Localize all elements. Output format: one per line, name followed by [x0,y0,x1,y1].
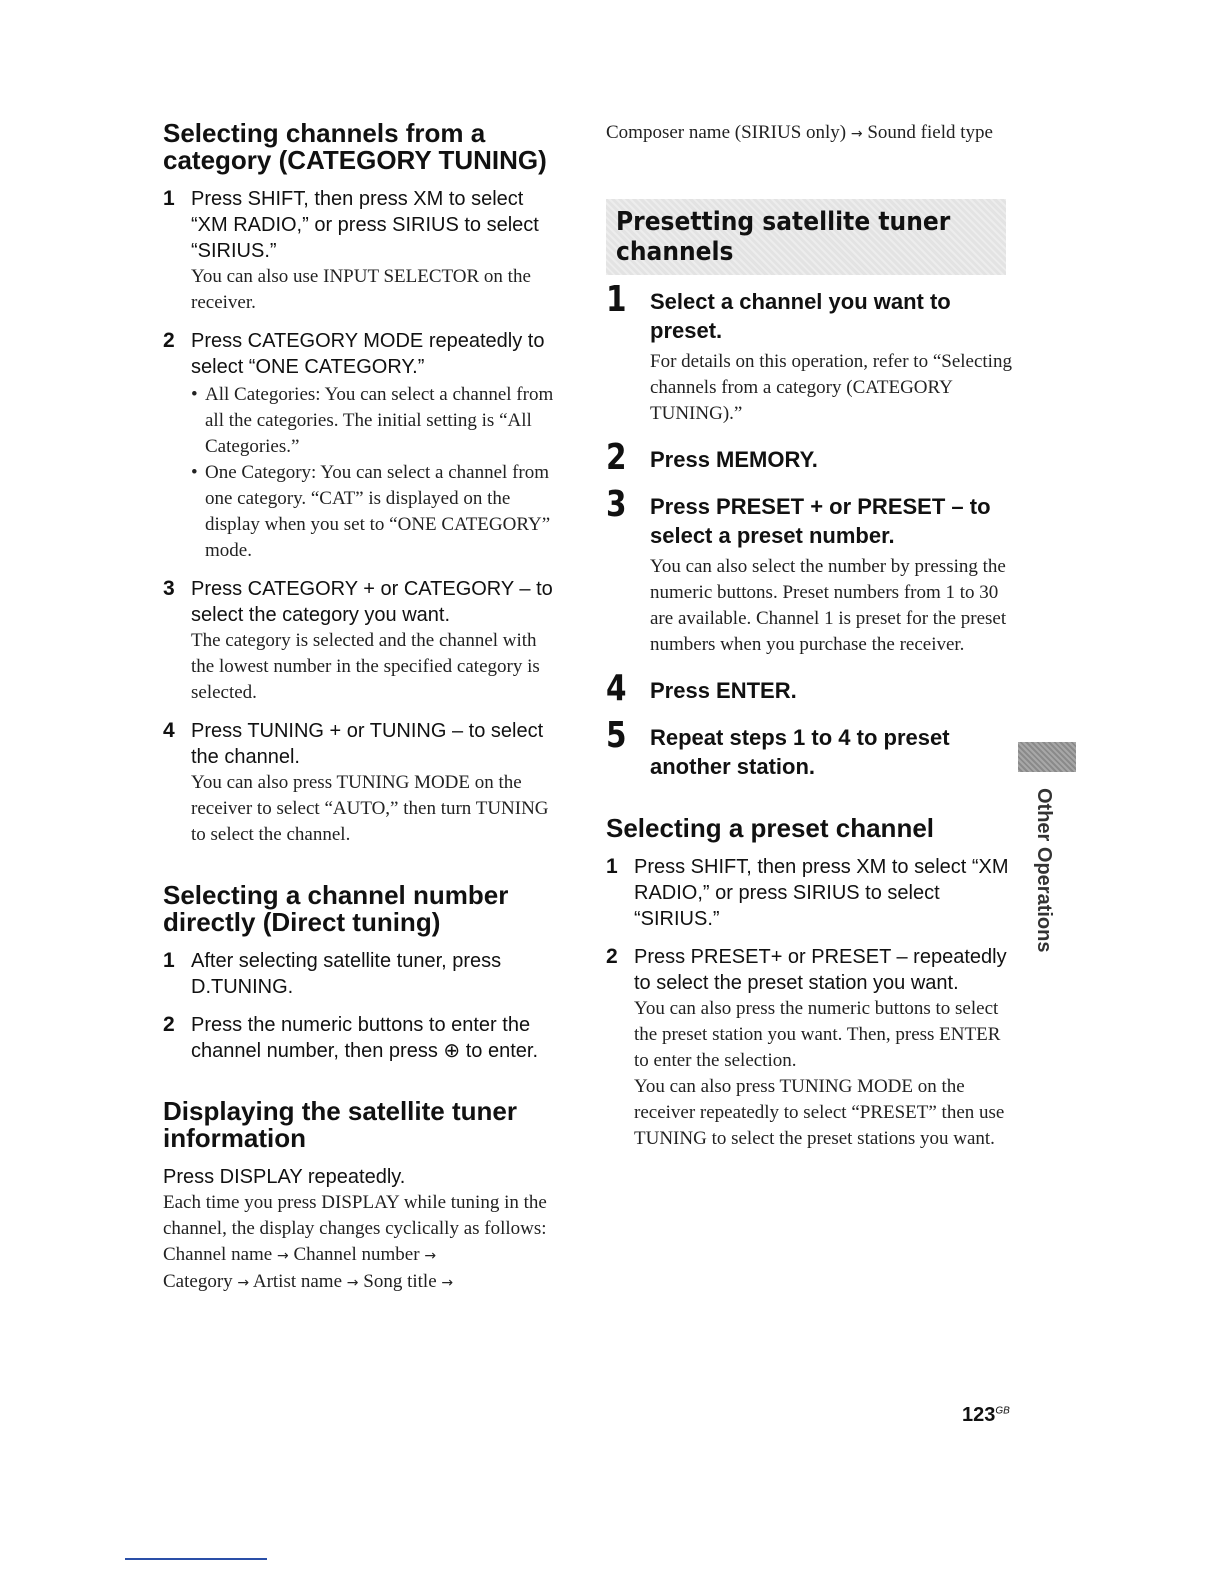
arrow-icon: → [346,1275,359,1291]
step-number: 2 [163,1013,175,1036]
section-title-display-info: Displaying the satellite tuner information [163,1096,517,1153]
step-instruction: Select a channel you want to preset. [650,289,951,343]
display-note: Each time you press DISPLAY while tuning in the channel, the display changes cyclically as follows: [163,1192,547,1239]
step-note: You can also press TUNING MODE on the receiver repeatedly to select “PRESET” then use TUNING to select the preset stations you want. [634,1076,1005,1149]
step-number: 1 [606,279,627,320]
step-number: 5 [606,715,627,756]
page-number-suffix: GB [995,1405,1010,1417]
big-step-1 [606,279,1016,427]
bullet-list [191,382,563,564]
step-instruction: Press ENTER. [650,678,797,703]
section-title-direct-tuning: Selecting a channel number directly (Direct tuning) [163,880,509,937]
cycle-item: Artist name [252,1271,343,1292]
big-step-4 [606,668,1016,709]
step-number: 2 [606,437,627,478]
step-instruction: Press SHIFT, then press XM to select “XM RADIO,” or press SIRIUS to select “SIRIUS.” [191,188,539,262]
step-4 [163,718,563,848]
instruction-text: to enter. [465,1040,538,1062]
footnote-rule [125,1558,267,1560]
step-number: 3 [606,484,627,525]
step-number: 1 [606,855,618,878]
chapter-label-text: Other Operations [1033,788,1055,953]
section-banner-presetting [606,199,1006,275]
arrow-icon: → [850,126,863,142]
step-instruction: Press PRESET + or PRESET – to select a preset number. [650,494,991,548]
big-step-5 [606,715,1016,781]
step-1 [163,186,563,316]
step-1 [606,854,1016,932]
page-number [962,1404,1010,1427]
step-number: 4 [606,668,627,709]
step-number: 1 [163,187,175,210]
step-instruction: Press CATEGORY + or CATEGORY – to select the category you want. [191,578,553,626]
step-number: 3 [163,577,175,600]
step-number: 2 [163,329,175,352]
right-column [606,120,1016,1164]
step-note: The category is selected and the channel with the lowest number in the specified category is selected. [191,630,540,703]
bullet-one-category: • One Category: You can select a channel from one category. “CAT” is displayed on the display when you set to “ONE CATEGORY” mode. [191,460,563,564]
step-number: 1 [163,949,175,972]
display-cycle-continued [606,120,1016,147]
cycle-item: Sound field type [867,122,993,143]
arrow-icon: → [424,1248,437,1264]
arrow-icon: → [276,1248,289,1264]
big-step-3 [606,484,1016,658]
banner-title: Presetting satellite tuner [616,207,951,237]
instruction-display: Press DISPLAY repeatedly. [163,1166,406,1188]
arrow-icon: → [237,1275,250,1291]
cycle-item: Category [163,1271,233,1292]
step-note: For details on this operation, refer to “Selecting channels from a category (CATEGORY TUNING).” [650,351,1012,424]
step-instruction: Press SHIFT, then press XM to select “XM RADIO,” or press SIRIUS to select “SIRIUS.” [634,856,1009,930]
step-number: 4 [163,719,175,742]
step-note: You can also press the numeric buttons to select the preset station you want. Then, press ENTER to enter the selection. [634,998,1001,1071]
step-instruction: Press CATEGORY MODE repeatedly to select “ONE CATEGORY.” [191,330,545,378]
step-instruction: Repeat steps 1 to 4 to preset another station. [650,725,950,779]
step-2 [163,1012,563,1064]
banner-title: channels [616,237,734,267]
page-number-value: 123 [962,1404,996,1426]
section-title-preset-channel: Selecting a preset channel [606,813,935,843]
step-2 [163,328,563,564]
cycle-item: Song title [363,1271,437,1292]
cycle-item: Channel name [163,1244,273,1265]
step-note: You can also use INPUT SELECTOR on the receiver. [191,266,531,313]
cycle-item: Composer name (SIRIUS only) [606,122,847,143]
instruction-text: Press the numeric buttons to enter the channel number, then press [191,1014,531,1062]
left-column [163,120,563,1296]
cycle-item: Channel number [293,1244,420,1265]
step-note: You can also select the number by pressing the numeric buttons. Preset numbers from 1 to 30 are available. Channel 1 is preset for the preset numbers when you purchase the receiver. [650,556,1007,655]
step-instruction [191,1012,563,1064]
chapter-side-label [1030,788,1060,968]
enter-button-icon: ⊕ [443,1040,461,1062]
step-2 [606,944,1016,1152]
step-3 [163,576,563,706]
step-instruction: Press PRESET+ or PRESET – repeatedly to select the preset station you want. [634,946,1007,994]
step-1 [163,948,563,1000]
step-instruction: Press TUNING + or TUNING – to select the channel. [191,720,544,768]
chapter-tab-marker [1018,742,1076,772]
step-note: You can also press TUNING MODE on the receiver to select “AUTO,” then turn TUNING to select the channel. [191,772,549,845]
section-title-category-tuning: Selecting channels from a category (CATEGORY TUNING) [163,118,547,175]
step-number: 2 [606,945,618,968]
bullet-all-categories: • All Categories: You can select a channel from all the categories. The initial setting is “All Categories.” [191,382,563,460]
step-instruction: Press MEMORY. [650,447,818,472]
display-cycle [163,1242,563,1296]
step-instruction: After selecting satellite tuner, press D.TUNING. [191,950,502,998]
arrow-icon: → [441,1275,454,1291]
big-step-2 [606,437,1016,478]
